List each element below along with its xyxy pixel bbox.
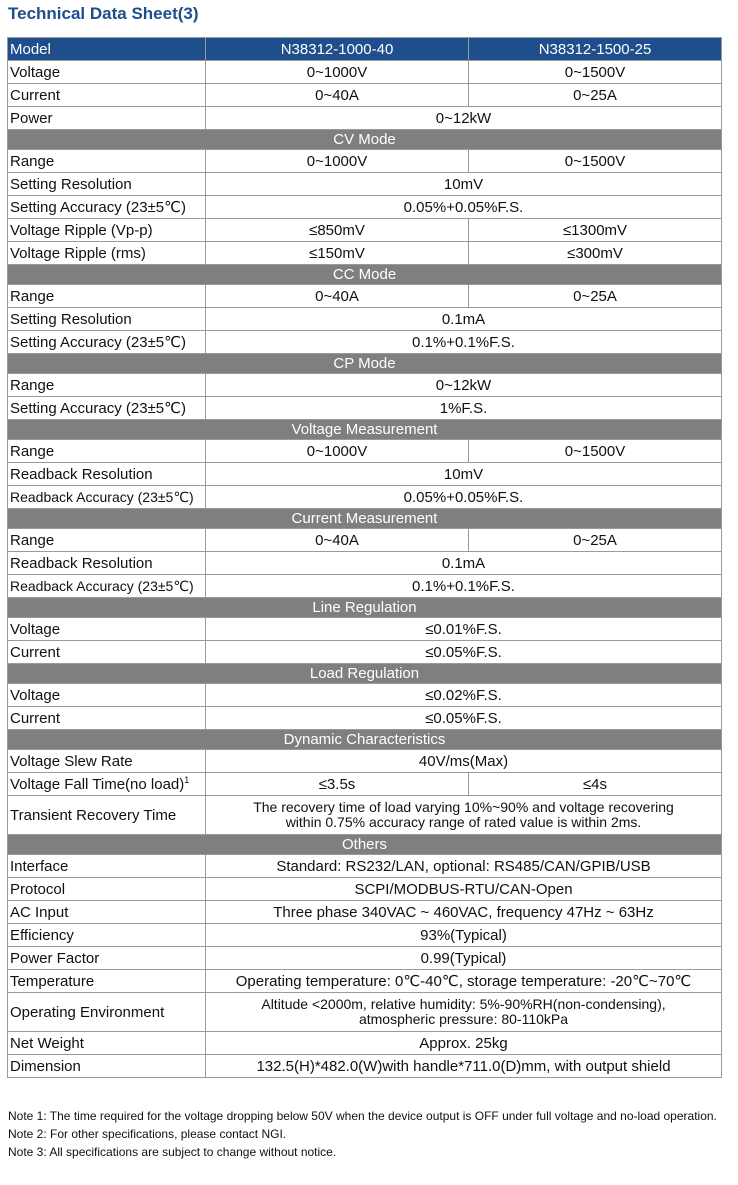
row-label: Readback Resolution [8, 463, 206, 486]
value-model-1: 0~40A [206, 529, 469, 552]
table-row [8, 331, 722, 354]
value-shared: 0.05%+0.05%F.S. [206, 486, 722, 509]
row-label: Range [8, 150, 206, 173]
row-label [8, 773, 206, 796]
note-2: Note 2: For other specifications, please contact NGI. [8, 1127, 287, 1141]
row-label: Range [8, 285, 206, 308]
value-model-1: 0~40A [206, 285, 469, 308]
note-3: Note 3: All specifications are subject to change without notice. [8, 1145, 337, 1159]
value-model-2: 0~1500V [469, 440, 722, 463]
page-title: Technical Data Sheet(3) [8, 4, 199, 23]
section-title: Others [8, 835, 722, 855]
table-row [8, 84, 722, 107]
text-line: within 0.75% accuracy range of rated value is within 2ms. [285, 814, 642, 830]
table-row [8, 773, 722, 796]
value-shared: ≤0.01%F.S. [206, 618, 722, 641]
row-label: Setting Resolution [8, 173, 206, 196]
table-row [8, 486, 722, 509]
value-shared: SCPI/MODBUS-RTU/CAN-Open [206, 878, 722, 901]
section-title: Line Regulation [8, 598, 722, 618]
row-label: Protocol [8, 878, 206, 901]
value-shared: Three phase 340VAC ~ 460VAC, frequency 47Hz ~ 63Hz [206, 901, 722, 924]
value-shared [206, 993, 722, 1032]
table-row [8, 641, 722, 664]
model-label: Model [8, 38, 206, 61]
value-shared: 0~12kW [206, 374, 722, 397]
row-label: Voltage Ripple (Vp-p) [8, 219, 206, 242]
value-model-1: 0~1000V [206, 440, 469, 463]
value-model-1: ≤3.5s [206, 773, 469, 796]
row-label: Voltage Slew Rate [8, 750, 206, 773]
value-model-2: 0~25A [469, 84, 722, 107]
row-label: Setting Accuracy (23±5℃) [8, 397, 206, 420]
row-label: Range [8, 374, 206, 397]
table-row [8, 878, 722, 901]
table-row [8, 707, 722, 730]
section-header-dynamic [8, 730, 722, 750]
table-row [8, 219, 722, 242]
value-model-1: ≤150mV [206, 242, 469, 265]
section-header-others [8, 835, 722, 855]
row-label: Setting Accuracy (23±5℃) [8, 331, 206, 354]
section-header-cc [8, 265, 722, 285]
section-title: CV Mode [8, 130, 722, 150]
table-row [8, 196, 722, 219]
table-row [8, 150, 722, 173]
section-header-cp [8, 354, 722, 374]
table-row [8, 618, 722, 641]
value-shared: 10mV [206, 463, 722, 486]
value-model-1: 0~40A [206, 84, 469, 107]
row-label: Operating Environment [8, 993, 206, 1032]
model-1-name: N38312-1000-40 [206, 38, 469, 61]
text-line: atmospheric pressure: 80-110kPa [358, 1011, 569, 1027]
text-line: Altitude <2000m, relative humidity: 5%-90%RH(non-condensing), [261, 996, 666, 1012]
value-shared: ≤0.05%F.S. [206, 641, 722, 664]
section-header-line-regulation [8, 598, 722, 618]
value-shared: 93%(Typical) [206, 924, 722, 947]
table-row [8, 993, 722, 1032]
section-header-voltage-measurement [8, 420, 722, 440]
table-row [8, 901, 722, 924]
value-shared: 132.5(H)*482.0(W)with handle*711.0(D)mm, with output shield [206, 1055, 722, 1078]
row-label: Power Factor [8, 947, 206, 970]
table-row [8, 61, 722, 84]
table-row [8, 684, 722, 707]
row-label: Voltage [8, 684, 206, 707]
row-label: Readback Accuracy (23±5℃) [8, 575, 206, 598]
spec-table [7, 37, 722, 1078]
value-shared: Operating temperature: 0℃-40℃, storage temperature: -20℃~70℃ [206, 970, 722, 993]
value-shared: 40V/ms(Max) [206, 750, 722, 773]
value-model-2: 0~25A [469, 285, 722, 308]
footnote-marker: 1 [184, 775, 190, 785]
value-model-2: ≤4s [469, 773, 722, 796]
table-row [8, 529, 722, 552]
section-title: Voltage Measurement [8, 420, 722, 440]
table-row [8, 575, 722, 598]
row-label: Range [8, 440, 206, 463]
value-shared: Approx. 25kg [206, 1032, 722, 1055]
row-label: Voltage Ripple (rms) [8, 242, 206, 265]
value-shared [206, 796, 722, 835]
row-label: Current [8, 707, 206, 730]
row-label: Range [8, 529, 206, 552]
value-shared: 0.05%+0.05%F.S. [206, 196, 722, 219]
text-line: The recovery time of load varying 10%~90% and voltage recovering [253, 799, 674, 815]
row-label: Voltage [8, 61, 206, 84]
value-shared: 0.99(Typical) [206, 947, 722, 970]
section-header-current-measurement [8, 509, 722, 529]
value-model-1: 0~1000V [206, 150, 469, 173]
table-row [8, 552, 722, 575]
table-row [8, 1032, 722, 1055]
row-label: Current [8, 641, 206, 664]
table-row [8, 924, 722, 947]
row-label: Readback Resolution [8, 552, 206, 575]
value-shared: 1%F.S. [206, 397, 722, 420]
table-row [8, 1055, 722, 1078]
note-1: Note 1: The time required for the voltage dropping below 50V when the device output is OFF under full voltage and no-load operation. [8, 1109, 717, 1123]
value-shared: 0.1%+0.1%F.S. [206, 331, 722, 354]
value-shared: 0~12kW [206, 107, 722, 130]
section-title: Load Regulation [8, 664, 722, 684]
fall-time-label: Voltage Fall Time(no load) [10, 776, 185, 793]
row-label: Temperature [8, 970, 206, 993]
section-title: CC Mode [8, 265, 722, 285]
row-label: Current [8, 84, 206, 107]
value-model-2: ≤1300mV [469, 219, 722, 242]
row-label: Net Weight [8, 1032, 206, 1055]
value-model-1: ≤850mV [206, 219, 469, 242]
row-label: Efficiency [8, 924, 206, 947]
table-row [8, 308, 722, 331]
table-row [8, 796, 722, 835]
value-model-2: ≤300mV [469, 242, 722, 265]
footnotes [8, 1110, 734, 1164]
table-row [8, 750, 722, 773]
value-shared: ≤0.05%F.S. [206, 707, 722, 730]
value-shared: Standard: RS232/LAN, optional: RS485/CAN/GPIB/USB [206, 855, 722, 878]
row-label: Dimension [8, 1055, 206, 1078]
row-label: Readback Accuracy (23±5℃) [8, 486, 206, 509]
table-row [8, 463, 722, 486]
row-label: AC Input [8, 901, 206, 924]
table-row [8, 173, 722, 196]
table-row [8, 970, 722, 993]
table-row [8, 855, 722, 878]
section-title: Current Measurement [8, 509, 722, 529]
row-label: Interface [8, 855, 206, 878]
table-row [8, 440, 722, 463]
row-label: Transient Recovery Time [8, 796, 206, 835]
value-model-2: 0~1500V [469, 61, 722, 84]
table-row [8, 374, 722, 397]
value-shared: ≤0.02%F.S. [206, 684, 722, 707]
section-header-cv [8, 130, 722, 150]
value-model-2: 0~25A [469, 529, 722, 552]
row-label: Voltage [8, 618, 206, 641]
value-shared: 0.1mA [206, 552, 722, 575]
section-header-load-regulation [8, 664, 722, 684]
value-shared: 10mV [206, 173, 722, 196]
table-row [8, 242, 722, 265]
value-shared: 0.1%+0.1%F.S. [206, 575, 722, 598]
value-model-2: 0~1500V [469, 150, 722, 173]
table-row [8, 947, 722, 970]
table-row [8, 107, 722, 130]
value-shared: 0.1mA [206, 308, 722, 331]
table-row [8, 397, 722, 420]
section-title: Dynamic Characteristics [8, 730, 722, 750]
section-title: CP Mode [8, 354, 722, 374]
row-label: Setting Resolution [8, 308, 206, 331]
model-2-name: N38312-1500-25 [469, 38, 722, 61]
header-row [8, 38, 722, 61]
row-label: Power [8, 107, 206, 130]
value-model-1: 0~1000V [206, 61, 469, 84]
table-row [8, 285, 722, 308]
row-label: Setting Accuracy (23±5℃) [8, 196, 206, 219]
